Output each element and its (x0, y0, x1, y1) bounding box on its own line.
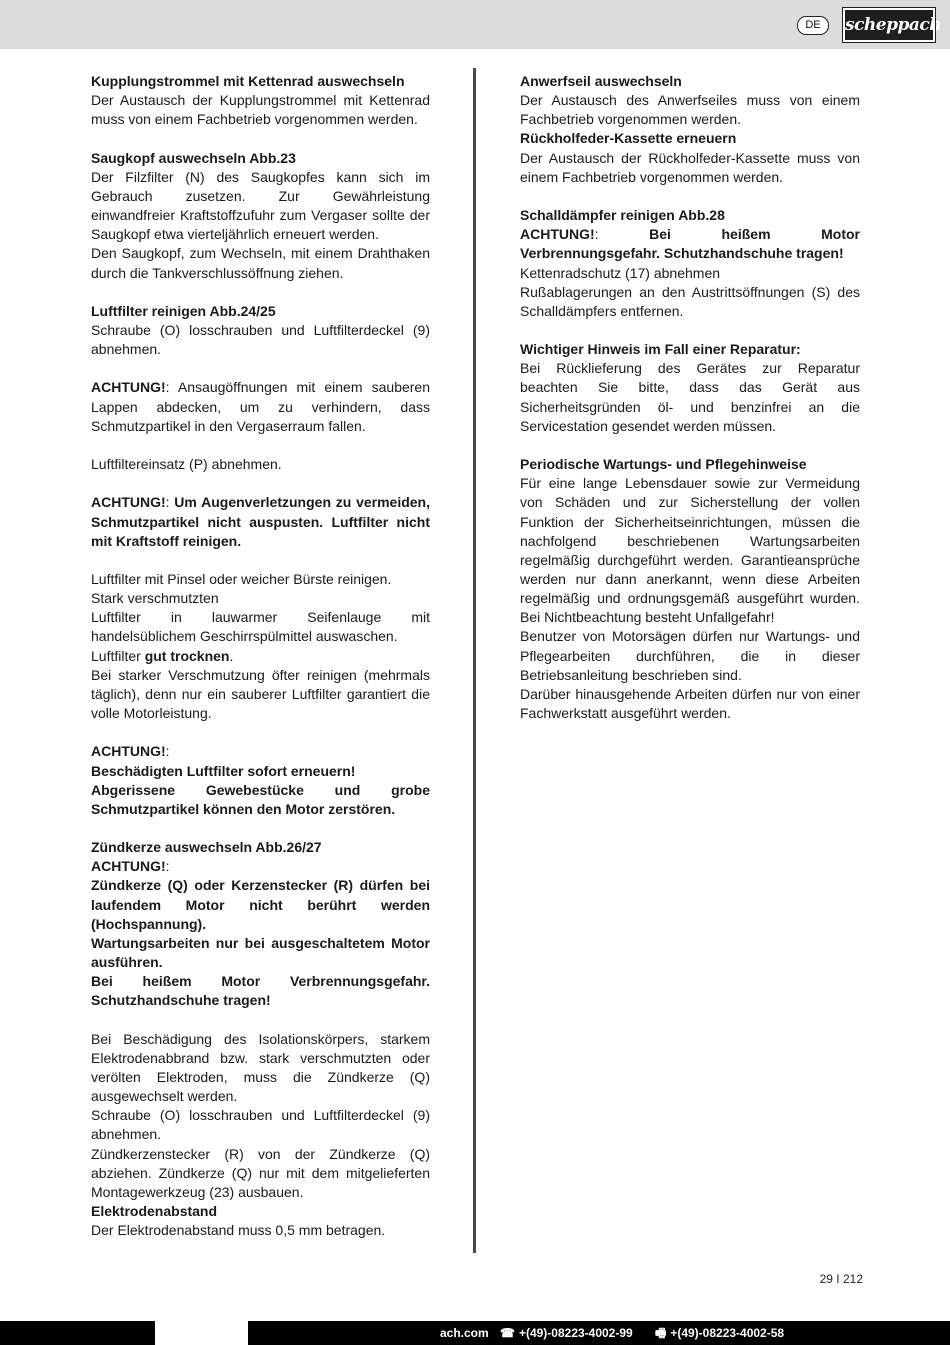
warning-label: ACHTUNG! (91, 743, 166, 760)
section-title-wartung: Periodische Wartungs- und Pflegehinweise (520, 456, 807, 473)
column-divider (473, 68, 476, 1253)
warning-colon: : (165, 494, 170, 511)
paragraph: Bei Beschädigung des Isolationskörpers, starkem Elektrodenabbrand bzw. stark verschmutzten oder verölten Elektroden, muss die Zündkerze (Q) ausgewechselt werden. (91, 1030, 430, 1105)
paragraph: Zündkerzenstecker (R) von der Zündkerze (Q) abziehen. Zündkerze (Q) nur mit dem mitgelieferten Montagewerkzeug (23) ausbauen. (91, 1145, 430, 1200)
footer-website: ach.com (440, 1326, 489, 1340)
paragraph: Den Saugkopf, zum Wechseln, mit einem Drahthaken durch die Tankverschlussöffnung ziehen. (91, 245, 430, 281)
warning-text: Bei heißem Motor Verbrennungsgefahr. Schutzhandschuhe tragen! (91, 973, 430, 1009)
warning-text: Zündkerze (Q) oder Kerzenstecker (R) dürfen bei laufendem Motor nicht berührt werden (Hochspannung). (91, 877, 430, 932)
warning-label: ACHTUNG! (91, 494, 166, 511)
fax-number: +(49)-08223-4002-58 (670, 1326, 785, 1340)
warning-text: : Ansaugöffnungen mit einem sauberen Lappen abdecken, um zu verhindern, dass Schmutzpartikel in den Vergaserraum fallen. (91, 379, 430, 434)
emphasis-text: gut trocknen (144, 647, 230, 664)
paragraph (91, 647, 430, 666)
paragraph: Rußablagerungen an den Austrittsöffnungen (S) des Schalldämpfers entfernen. (520, 283, 860, 319)
paragraph: Schraube (O) losschrauben und Luftfilterdeckel (9) abnehmen. (91, 1107, 430, 1143)
paragraph: Bei Rücklieferung des Gerätes zur Reparatur beachten Sie bitte, dass das Gerät aus Sicherheitsgründen öl- und benzinfrei an die Servicestation gesendet werden müssen. (520, 360, 860, 434)
text-span: Luftfilter (91, 647, 145, 664)
section-title-hinweis: Wichtiger Hinweis im Fall einer Reparatur: (520, 341, 801, 358)
paragraph: Der Austausch der Rückholfeder-Kassette muss von einem Fachbetrieb vorgenommen werden. (520, 149, 860, 185)
paragraph: Schraube (O) losschrauben und Luftfilterdeckel (9) abnehmen. (91, 322, 430, 358)
paragraph: Luftfilter in lauwarmer Seifenlauge mit handelsüblichem Geschirrspülmittel auswaschen. (91, 609, 430, 645)
warning-text: Um Augenverletzungen zu vermeiden, Schmutzpartikel nicht auspusten. Luftfilter nicht mit Kraftstoff reinigen. (91, 494, 430, 549)
warning-text: Bei heißem Motor Verbrennungsgefahr. Schutzhandschuhe tragen! (520, 226, 860, 262)
warning-label: ACHTUNG! (91, 379, 166, 396)
warning-paragraph (520, 225, 860, 263)
scheppach-logo: scheppach (843, 8, 935, 42)
warning-colon: : (594, 226, 599, 243)
warning-text: Beschädigten Luftfilter sofort erneuern! (91, 762, 356, 779)
paragraph: Für eine lange Lebensdauer sowie zur Vermeidung von Schäden und zur Sicherstellung der vollen Funktion der Sicherheitseinrichtungen, müssen die nachfolgend beschriebenen Wartungsarbeiten regelmäßig durchgeführt werden. Garantieansprüche werden nur dann anerkannt, wenn diese Arbeiten regelmäßig und ordnungsgemäß ausgeführt wurden. Bei Nichtbeachtung besteht Unfallgefahr! (520, 475, 860, 626)
paragraph: Stark verschmutzten (91, 590, 219, 607)
footer-gap (155, 1321, 248, 1345)
paragraph: Darüber hinausgehende Arbeiten dürfen nur von einer Fachwerkstatt ausgeführt werden. (520, 685, 860, 722)
warning-paragraph (91, 378, 430, 435)
left-column (91, 72, 430, 1240)
fax-icon: 🖷 (655, 1326, 667, 1340)
footer-fax (655, 1325, 784, 1341)
text-span: . (229, 647, 234, 664)
paragraph: Kettenradschutz (17) abnehmen (520, 264, 721, 281)
paragraph: Der Filzfilter (N) des Saugkopfes kann sich im Gebrauch zusetzen. Zur Gewährleistung einwandfreier Kraftstoffzufuhr zum Vergaser sollte der Saugkopf etwa vierteljährlich erneuert werden. (91, 168, 430, 243)
warning-label: ACHTUNG! (91, 858, 166, 875)
paragraph: Der Elektrodenabstand muss 0,5 mm betragen. (91, 1222, 386, 1239)
section-title-abstand: Elektrodenabstand (91, 1203, 218, 1220)
warning-colon: : (165, 743, 170, 760)
paragraph: Luftfilter mit Pinsel oder weicher Bürste reinigen. (91, 570, 392, 587)
warning-paragraph (91, 493, 430, 550)
footer-phone (500, 1325, 633, 1341)
language-badge: DE (797, 16, 829, 35)
paragraph: Bei starker Verschmutzung öfter reinigen (mehrmals täglich), denn nur ein sauberer Luftfilter garantiert die volle Motorleistung. (91, 666, 430, 722)
section-title-anwerfseil: Anwerfseil auswechseln (520, 73, 682, 89)
section-title-kupplung: Kupplungstrommel mit Kettenrad auswechseln (91, 73, 405, 89)
warning-label-line (91, 742, 430, 761)
phone-number: +(49)-08223-4002-99 (518, 1326, 633, 1340)
warning-text: Wartungsarbeiten nur bei ausgeschaltetem Motor ausführen. (91, 934, 430, 971)
page-number: 29 I 212 (819, 1272, 863, 1286)
warning-colon: : (165, 858, 170, 875)
warning-label-line (91, 857, 430, 876)
paragraph: Luftfiltereinsatz (P) abnehmen. (91, 456, 282, 473)
section-title-zuendkerze: Zündkerze auswechseln Abb.26/27 (91, 839, 322, 856)
warning-text: Abgerissene Gewebestücke und grobe Schmutzpartikel können den Motor zerstören. (91, 781, 430, 817)
phone-icon: ☎ (500, 1326, 515, 1340)
paragraph: Der Austausch des Anwerfseiles muss von einem Fachbetrieb vorgenommen werden. (520, 92, 860, 128)
section-title-schalldaempfer: Schalldämpfer reinigen Abb.28 (520, 207, 725, 224)
section-title-rueckholfeder: Rückholfeder-Kassette erneuern (520, 130, 737, 147)
paragraph: Benutzer von Motorsägen dürfen nur Wartungs- und Pflegearbeiten durchführen, die in dieser Betriebsanleitung beschrieben sind. (520, 628, 860, 683)
right-column (520, 72, 860, 723)
paragraph: Der Austausch der Kupplungstrommel mit Kettenrad muss von einem Fachbetrieb vorgenommen werden. (91, 92, 430, 128)
warning-label: ACHTUNG! (520, 226, 595, 243)
section-title-luftfilter: Luftfilter reinigen Abb.24/25 (91, 302, 276, 319)
section-title-saugkopf: Saugkopf auswechseln Abb.23 (91, 149, 296, 166)
